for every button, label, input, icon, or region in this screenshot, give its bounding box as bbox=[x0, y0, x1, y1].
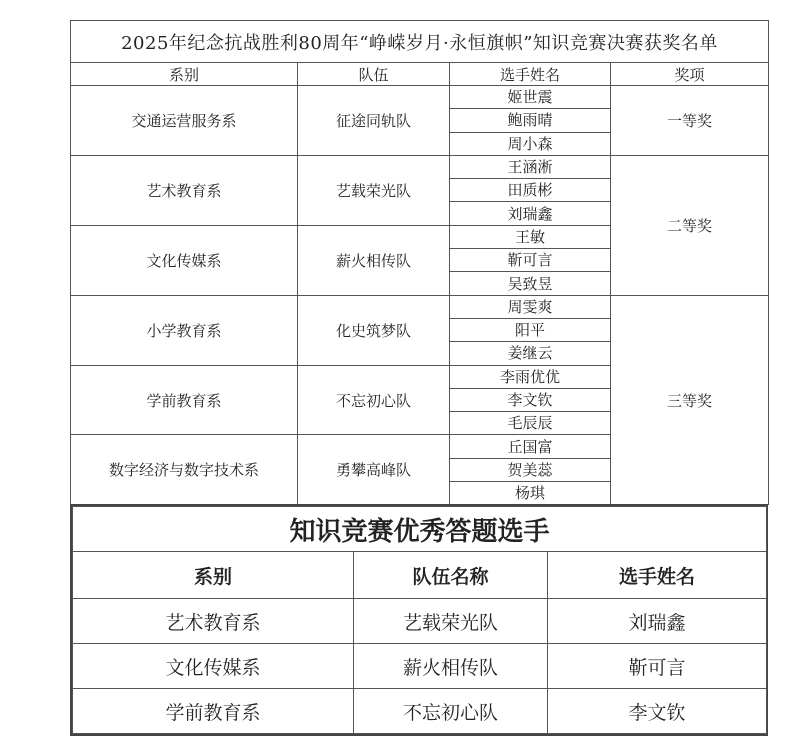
table-row bbox=[73, 689, 767, 734]
prize-second: 二等奖 bbox=[611, 155, 769, 295]
best-dept-cell: 文化传媒系 bbox=[73, 644, 354, 689]
best-header-dept: 系别 bbox=[73, 552, 354, 599]
team-cell: 勇攀高峰队 bbox=[298, 435, 450, 505]
header-dept: 系别 bbox=[71, 63, 298, 86]
player-cell: 李文钦 bbox=[450, 388, 611, 411]
dept-cell: 文化传媒系 bbox=[71, 225, 298, 295]
best-team-cell: 薪火相传队 bbox=[354, 644, 548, 689]
awards-table bbox=[70, 20, 769, 505]
awards-document bbox=[70, 20, 770, 505]
dept-cell: 交通运营服务系 bbox=[71, 86, 298, 156]
table-row bbox=[73, 644, 767, 689]
player-cell: 丘国富 bbox=[450, 435, 611, 458]
dept-cell: 小学教育系 bbox=[71, 295, 298, 365]
best-answerers-section bbox=[70, 504, 768, 736]
best-player-cell: 李文钦 bbox=[548, 689, 767, 734]
team-cell: 化史筑梦队 bbox=[298, 295, 450, 365]
header-prize: 奖项 bbox=[611, 63, 769, 86]
awards-title: 2025年纪念抗战胜利80周年“峥嵘岁月·永恒旗帜”知识竞赛决赛获奖名单 bbox=[71, 21, 769, 63]
player-cell: 周小森 bbox=[450, 132, 611, 155]
best-dept-cell: 学前教育系 bbox=[73, 689, 354, 734]
dept-cell: 艺术教育系 bbox=[71, 155, 298, 225]
player-cell: 田质彬 bbox=[450, 179, 611, 202]
best-team-cell: 艺载荣光队 bbox=[354, 599, 548, 644]
header-players: 选手姓名 bbox=[450, 63, 611, 86]
player-cell: 姬世震 bbox=[450, 86, 611, 109]
dept-cell: 数字经济与数字技术系 bbox=[71, 435, 298, 505]
team-cell: 不忘初心队 bbox=[298, 365, 450, 435]
player-cell: 阳平 bbox=[450, 318, 611, 341]
player-cell: 毛辰辰 bbox=[450, 412, 611, 435]
best-team-cell: 不忘初心队 bbox=[354, 689, 548, 734]
best-title: 知识竞赛优秀答题选手 bbox=[73, 507, 767, 552]
player-cell: 鲍雨晴 bbox=[450, 109, 611, 132]
player-cell: 贺美蕊 bbox=[450, 458, 611, 481]
team-cell: 薪火相传队 bbox=[298, 225, 450, 295]
player-cell: 吴致昱 bbox=[450, 272, 611, 295]
team-cell: 艺载荣光队 bbox=[298, 155, 450, 225]
player-cell: 王敏 bbox=[450, 225, 611, 248]
best-dept-cell: 艺术教育系 bbox=[73, 599, 354, 644]
prize-first: 一等奖 bbox=[611, 86, 769, 156]
prize-third: 三等奖 bbox=[611, 295, 769, 505]
player-cell: 周雯爽 bbox=[450, 295, 611, 318]
dept-cell: 学前教育系 bbox=[71, 365, 298, 435]
best-header-team: 队伍名称 bbox=[354, 552, 548, 599]
player-cell: 刘瑞鑫 bbox=[450, 202, 611, 225]
best-answerers-table bbox=[72, 506, 767, 734]
player-cell: 李雨优优 bbox=[450, 365, 611, 388]
player-cell: 姜继云 bbox=[450, 342, 611, 365]
header-team: 队伍 bbox=[298, 63, 450, 86]
player-cell: 靳可言 bbox=[450, 249, 611, 272]
best-header-player: 选手姓名 bbox=[548, 552, 767, 599]
best-player-cell: 靳可言 bbox=[548, 644, 767, 689]
team-cell: 征途同轨队 bbox=[298, 86, 450, 156]
player-cell: 杨琪 bbox=[450, 482, 611, 505]
table-row bbox=[73, 599, 767, 644]
player-cell: 王涵淅 bbox=[450, 155, 611, 178]
best-player-cell: 刘瑞鑫 bbox=[548, 599, 767, 644]
